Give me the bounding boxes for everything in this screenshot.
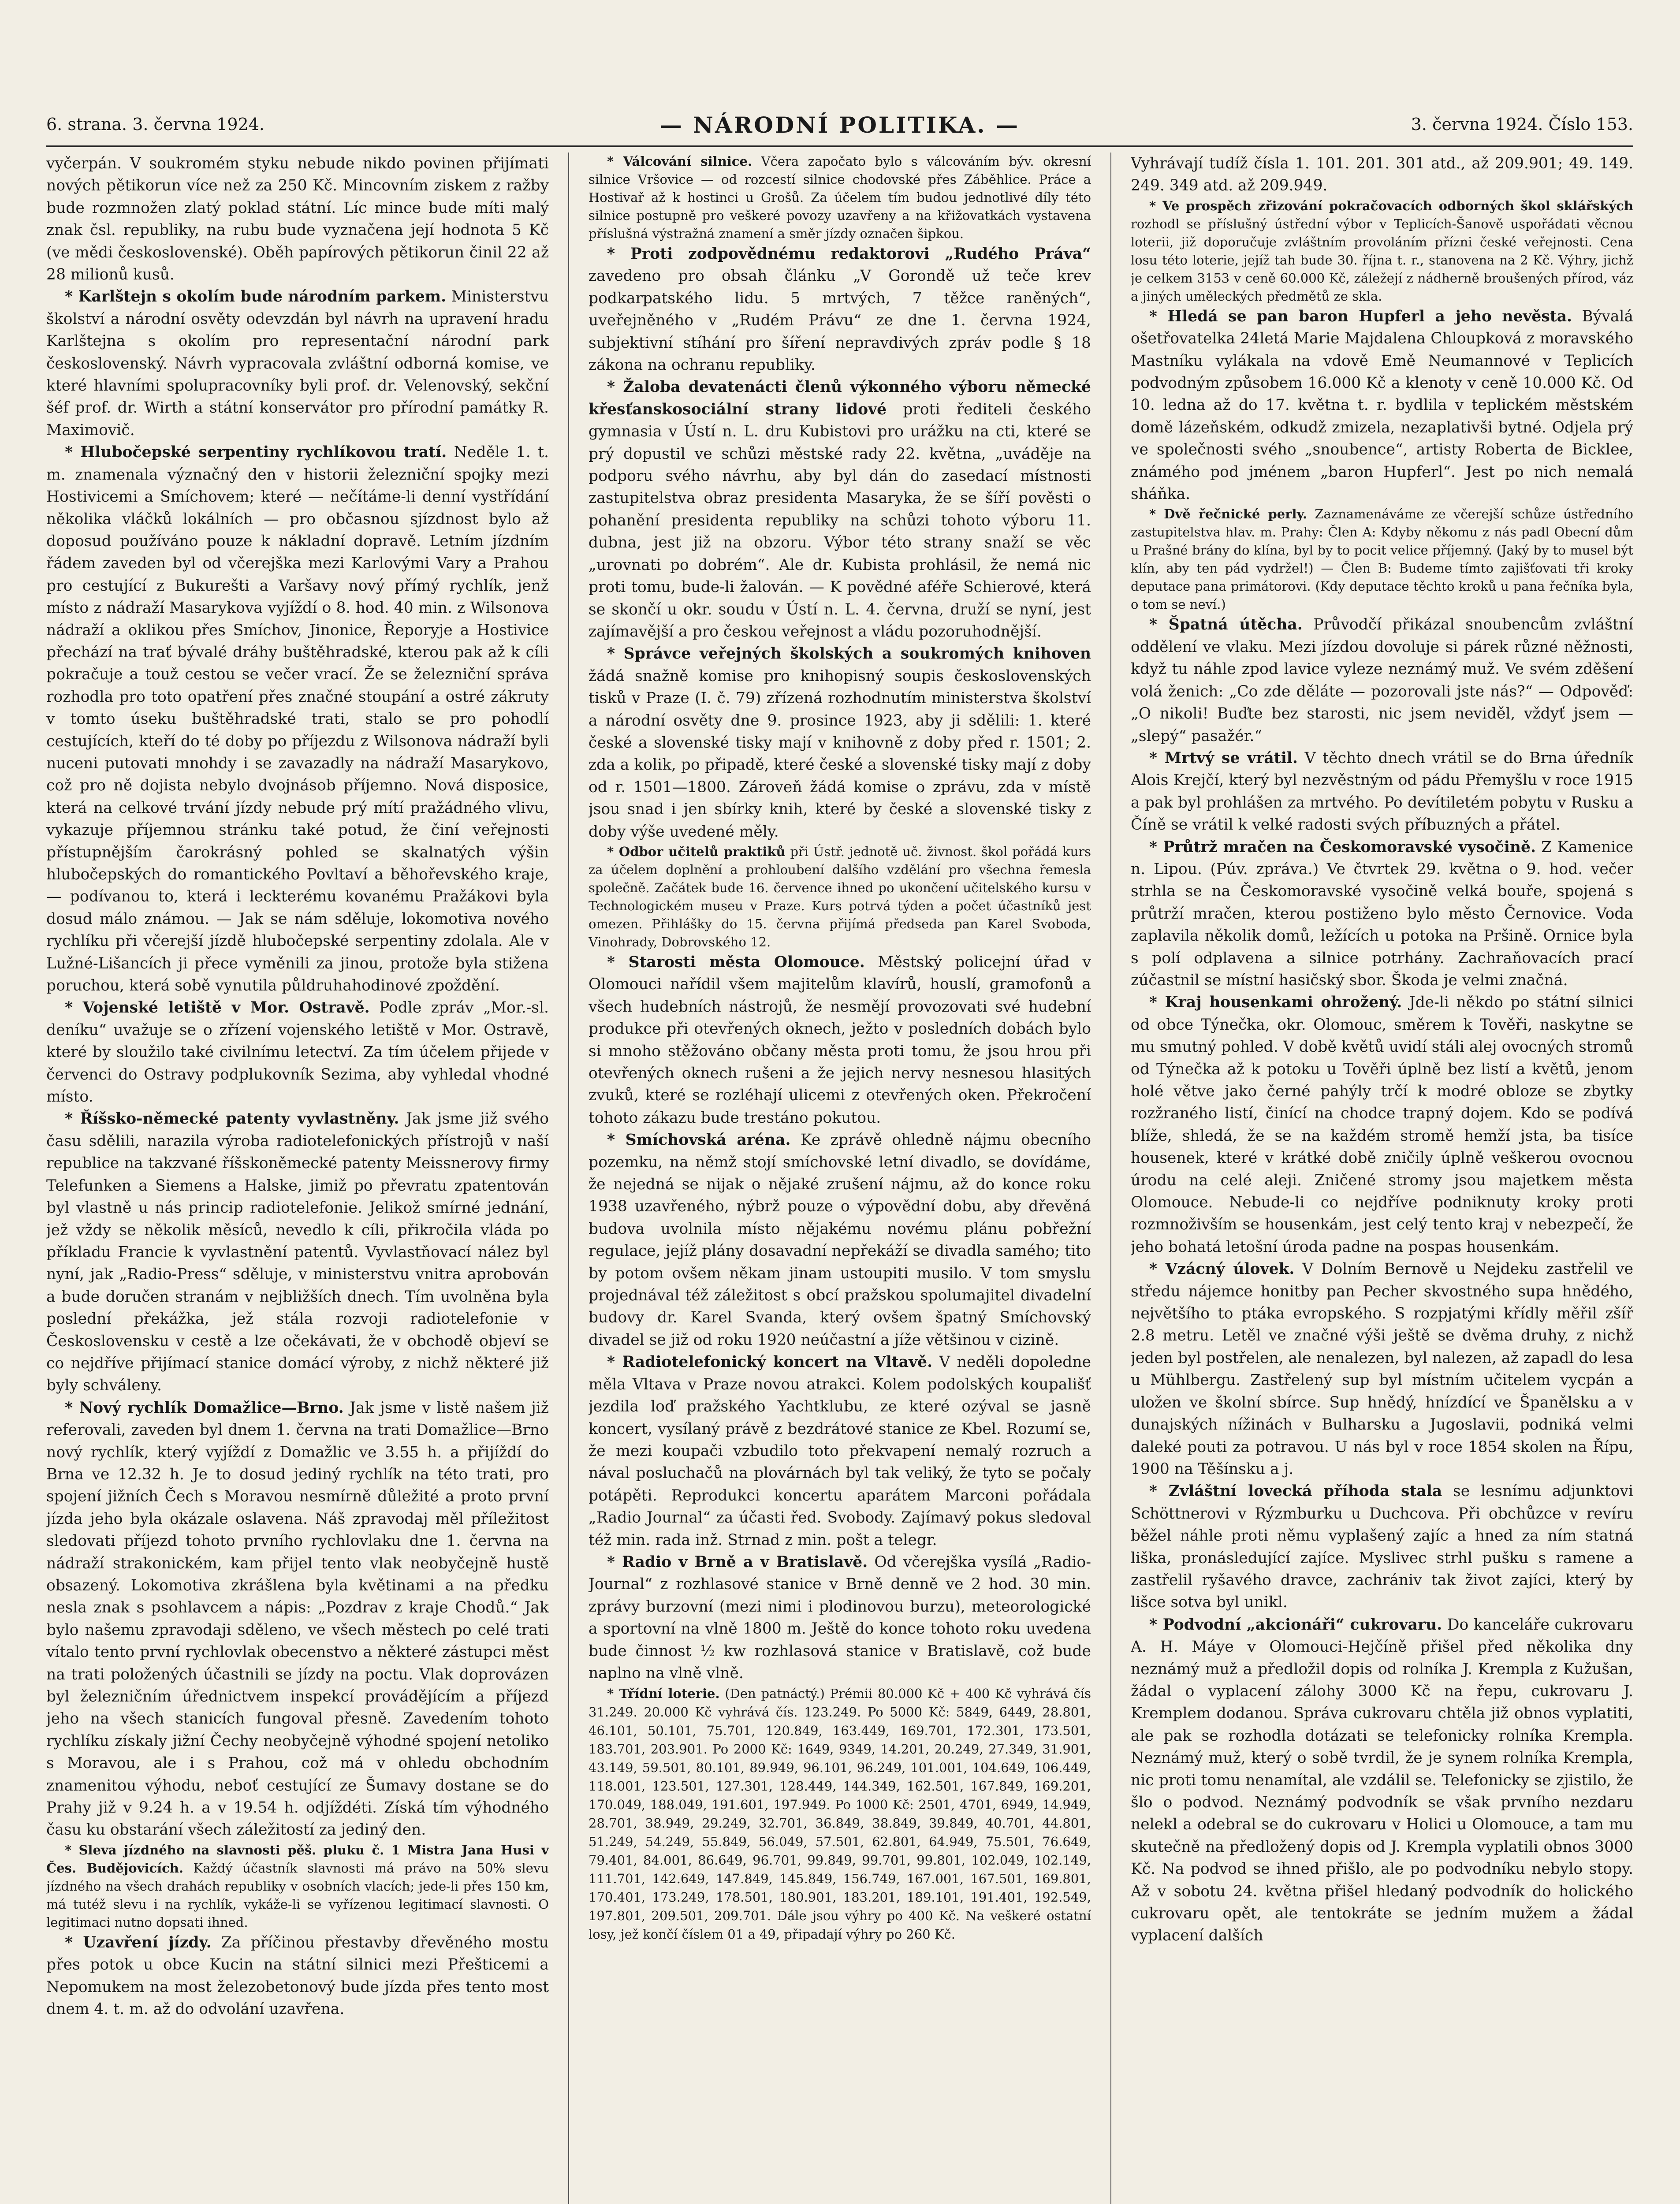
article-headline: * Hlubočepské serpentiny rychlíkovou tratí.	[65, 443, 447, 462]
article-body: Ke zprávě ohledně nájmu obecního pozemku, na němž stojí smíchovské letní divadlo, se dovídáme, že nejedná se nijak o nějaké zrušení nájmu, až do konce roku 1938 uzavřeného, nýbrž pouze o výpovědní dobu, aby dřevěná budova uvolnila místo nějakému novému plánu pobřežní regulace, jejíž plány dosavadní nepřekáží se divadla samého; tito by potom ovšem někam jinam ustoupiti musilo. V tom smyslu projednával též záležitost s obcí pražskou spolumajitel divadelní budovy dr. Karel Svanda, který ovšem špatný Smíchovský divadel se již od roku 1920 neúčastní a jíže většinou v cizině.	[589, 1131, 1091, 1349]
article-body: Průvodčí přikázal snoubencům zvláštní oddělení ve vlaku. Mezi jízdou dovoluje si párek různé něžnosti, když tu náhle zpod lavice vyleze neznámý muž. Ve svém zděšení volá ženich: „Co zde děláte — pozorovali jste nás?“ — Odpověď: „O nikoli! Buďte bez starosti, nic jsem neviděl, vždyť jsem — „slepý“ pasažér.“	[1131, 616, 1633, 745]
article-headline: * Mrtvý se vrátil.	[1149, 749, 1298, 767]
article-headline: * Kraj housenkami ohrožený.	[1149, 994, 1402, 1012]
article	[589, 1551, 1091, 1684]
article-headline: * Říšsko-německé patenty vyvlastněny.	[65, 1110, 399, 1128]
article	[1131, 614, 1633, 747]
article-body: Do kanceláře cukrovaru A. H. Máye v Olomouci-Hejčíně přišel před několika dny neznámý muž a předložil dopis od rolníka J. Krempla z Kužušan, žádal o vyplacení zálohy 3000 Kč na řepu, cukrovaru J. Kremplem dodanou. Správa cukrovaru chtěla již obnos vyplatiti, ale pak se rozhodla dotázati se telefonicky rolníka Krempla. Neznámý muž, který o sobě tvrdil, že je synem rolníka Krempla, nic proti tomu nenamítal, ale vzdálil se. Telefonicky se zjistilo, že šlo o podvod. Neznámý podvodník se však prvního nezdaru nelekl a odebral se do cukrovaru v Holici u Olomouce, a tam mu skutečně na předložený dopis od J. Krempla vyplatili obnos 3000 Kč. Na podvod se ihned přišlo, ale po podvodníku nebylo stopy. Až v sobotu 24. května přišel hledaný podvodník do holického cukrovaru opět, ale tentokráte se jedním mužem a žádal vyplacení dalších	[1131, 1616, 1633, 1945]
article-body: V Dolním Bernově u Nejdeku zastřelil ve středu nájemce honitby pan Pecher skvostného supa hnědého, největšího to ptáka evropského. S rozpjatými křídly měřil zšíř 2.8 metru. Letěl ve značné výši ještě se dvěma druhy, z nichž jeden byl postřelen, ale nenalezen, byl nalezen, až zapadl do lesa u Mühlbergu. Zastřelený sup byl místním učitelem vycpán a uložen ve školní sbírce. Sup hnědý, hnízdící ve Španělsku a v dunajských nížinách v Bulharsku a Jugoslavii, podniká velmi daleké pouti za potravou. U nás byl v roce 1854 skolen na Řípu, 1900 na Těšínsku a j.	[1131, 1260, 1633, 1478]
article-body: Každý účastník slavnosti má právo na 50% slevu jízdného na všech drahách republiky v osobních vlacích; jede-li přes 150 km, má tutéž slevu i na rychlík, vykáže-li se vyřízenou legitimací slavnosti. O legitimaci nutno dopsati ihned.	[46, 1860, 549, 1930]
article	[46, 1841, 549, 1932]
article-body: rozhodl se příslušný ústřední výbor v Teplicích-Šanově uspořádati věcnou loterii, již doporučuje zvláštním provoláním přízni české veřejnosti. Cena losu této loterie, jejíž tah bude 30. října t. r., stanovena na 2 Kč. Výhry, jichž je celkem 3153 v ceně 60.000 Kč, záležejí z nádherně broušených přírod, váz a jiných uměleckých předmětů ze skla.	[1131, 216, 1633, 304]
article	[589, 951, 1091, 1129]
article-headline: * Válcování silnice.	[607, 154, 752, 169]
article-headline: * Ve prospěch zřizování pokračovacích odborných škol sklářských	[1149, 198, 1633, 213]
article-headline: * Karlštejn s okolím bude národním parkem.	[65, 288, 447, 306]
article	[46, 286, 549, 441]
article-body: Za příčinou přestavby dřevěného mostu přes potok u obce Kucin na státní silnici mezi Přešticemi a Nepomukem na most železobetonový bude jízda přes tento most dnem 4. t. m. až do odvolání uzavřena.	[46, 1933, 549, 2018]
article-body: Jak jsme v listě našem již referovali, zaveden byl dnem 1. června na trati Domažlice—Brno nový rychlík, který vyjíždí z Domažlic ve 3.55 h. a přijíždí do Brna ve 12.32 h. Je to dosud jediný rychlík na této trati, pro spojení jižních Čech s Moravou nesmírně důležité a proto první jízda jeho byla okázale oslavena. Náš zpravodaj měl příležitost sledovati příjezd tohoto prvního rychlovlaku dne 1. června na nádraží strakonickém, kam přijel tento vlak neobyčejně hustě obsazený. Lokomotiva zkrášlena byla květinami a na předku nesla znak s psohlavcem a nápis: „Pozdrav z kraje Chodů.“ Jak bylo našemu zpravodaji sděleno, ve všech městech po celé trati vítalo tento první rychlovlak obecenstvo a některé zástupci měst na trati položených účastnili se jízdy na poctu. Vlak doprovázen byl železničním úřednictvem inspekcí provádějícím a příjezd jeho na všech stanicích fungoval přesně. Zavedením tohoto rychlíku získaly jižní Čechy neobyčejně výhodné spojení netoliko s Moravou, ale i s Prahou, což má v ohledu obchodním znamenitou výhodu, neboť cestující ze Šumavy dostane se do Prahy již v 9.24 h. a v 19.54 h. odjíždéti. Získá tím výhodného času ku obstarání všech záležitostí za jediný den.	[46, 1399, 549, 1839]
column-3	[1131, 153, 1633, 2204]
article-body: Zaznamenáváme ze včerejší schůze ústředního zastupitelstva hlav. m. Prahy: Člen A: Kdyby někomu z nás padl Obecní dům u Prašné brány do klína, byl by to pocit velice příjemný. (Jaký by to musel být klín, aby ten pád vydržel!) — Člen B: Budeme tímto zajišťovati tři kroky deputace pana primátorovi. (Kdy deputace těchto kroků u pana řečníka byla, o tom se neví.)	[1131, 506, 1633, 612]
article-body: (Den patnáctý.) Prémii 80.000 Kč + 400 Kč vyhrává čís 31.249. 20.000 Kč vyhrává čís. 123.249. Po 5000 Kč: 5849, 6449, 28.801, 46.101, 50.101, 75.701, 120.849, 163.449, 169.701, 172.301, 173.501, 183.701, 203.901. Po 2000 Kč: 1649, 9349, 14.201, 20.249, 27.349, 31.901, 43.149, 59.501, 80.101, 89.949, 96.101, 96.249, 101.001, 104.649, 106.449, 118.001, 123.501, 127.301, 128.449, 144.349, 162.501, 167.849, 169.201, 170.049, 188.049, 191.601, 197.949. Po 1000 Kč: 2501, 4701, 6949, 14.949, 28.701, 38.949, 29.249, 32.701, 36.849, 38.849, 39.849, 40.701, 44.801, 51.249, 54.249, 55.849, 56.049, 57.501, 62.801, 64.949, 75.501, 76.649, 79.401, 84.001, 86.649, 96.701, 99.849, 99.701, 99.801, 102.049, 102.149, 111.701, 142.649, 147.849, 145.849, 156.749, 167.001, 167.501, 169.801, 170.401, 173.249, 178.501, 180.901, 183.201, 189.101, 191.401, 192.549, 197.801, 209.501, 209.701. Dále jsou výhry po 400 Kč. Na veškeré ostatní losy, jež končí číslem 01 a 49, připadají výhry po 260 Kč.	[589, 1686, 1091, 1942]
article-headline: * Radio v Brně a v Bratislavě.	[607, 1553, 868, 1571]
article	[589, 376, 1091, 643]
article	[1131, 1258, 1633, 1480]
article-headline: * Vzácný úlovek.	[1149, 1260, 1295, 1278]
article	[46, 441, 549, 997]
column-2	[589, 153, 1091, 2204]
article	[46, 153, 549, 286]
article-headline: * Průtrž mračen na Českomoravské vysočině.	[1149, 838, 1536, 856]
article	[46, 1397, 549, 1841]
article	[589, 1129, 1091, 1351]
article	[1131, 747, 1633, 836]
article-body: V neděli dopoledne měla Vltava v Praze novou atrakci. Kolem podolských koupališť jezdila loď pražského Yachtklubu, ze které ozýval se jasně koncert, vysílaný právě z bezdrátové stanice ze Kbel. Rozumí se, že mezi koupači vzbudilo toto překvapení nemalý rozruch a nával posluchačů na plovárnách byl tak veliký, že tyto se počaly potápěti. Reprodukci koncertu aparátem Marconi pořádala „Radio Journal“ za účasti řed. Svobody. Zajímavý pokus sledoval též min. rada inž. Strnad z min. pošt a telegr.	[589, 1353, 1091, 1549]
article	[1131, 505, 1633, 614]
article	[46, 997, 549, 1108]
article-headline: * Zvláštní lovecká příhoda stala	[1149, 1482, 1442, 1500]
article-body: vyčerpán. V soukromém styku nebude nikdo povinen přijímati nových pětikorun více než za 250 Kč. Mincovním ziskem z ražby bude rozmnožen zlatý poklad státní. Líc mince bude míti malý znak čsl. republiky, na rubu bude vyznačena její hodnota 5 Kč (ve mědi československé). Oběh papírových pětikorun činil 22 až 28 milionů kusů.	[46, 155, 549, 284]
article-body: se lesnímu adjunktovi Schöttnerovi v Rýzmburku u Duchcova. Při obchůzce v revíru běžel náhle proti němu vyplašený zajíc a hned za ním statná liška, pronásledující zajíce. Myslivec strhl pušku s ramene a zastřelil ryšavého dravce, zachrániv tak život zajíci, který by lišce sotva byl unikl.	[1131, 1482, 1633, 1612]
article	[589, 643, 1091, 843]
article-headline: * Dvě řečnické perly.	[1149, 506, 1307, 522]
article-headline: * Odbor učitelů praktiků	[607, 844, 786, 859]
column-divider	[568, 153, 569, 2204]
column-divider	[1110, 153, 1111, 2204]
article-body: Neděle 1. t. m. znamenala význačný den v historii železniční spojky mezi Hostivicemi a Smíchovem; které — nečítáme-li denní vystřídání několika vláčků lokálních — pro občasnou sjízdnost bylo až doposud používáno pouze k nákladní dopravě. Letním jízdním řádem zaveden byl od včerejška mezi Karlovými Vary a Prahou pro cestující z Bukurešti a Varšavy nový přímý rychlík, jenž místo z nádraží Masarykova vyjíždí o 8. hod. 40 min. z Wilsonova nádraží a oklikou přes Smíchov, Jinonice, Řeporyje a Hostivice přechází na trať bývalé dráhy buštěhradské, kterou pak až k cíli pokračuje a touž cestou se večer vrací. Že se železniční správa rozhodla pro toto opatření přes značné stoupání a ostré zákruty v tomto úseku buštěhradské trati, stalo se pro pohodlí cestujících, kteří do té doby po příjezdu z Wilsonova nádraží byli nuceni putovati mnohdy i se zavazadly na nádraží Masarykovo, což pro ně dojista nebylo dvojnásob příjemno. Nová disposice, která na celkové trvání jízdy nebude prý mítí pražádného vlivu, vykazuje příjemnou stránku také potud, že činí veřejnosti přístupnějším čarokrásný pohled se skalnatých výšin hlubočepských do romantického Povltaví a běhořevského kraje, — podívanou to, která i leckterému kovanému Pražákovi byla dosud málo známou. — Jak se nám sděluje, lokomotiva nového rychlíku při včerejší jízdě hlubočepské serpentiny zdolala. Ale v Lužné-Lišancích ji přece vyměnili za jinou, protože byla stižena poruchou, která sobě vynutila půldruhahodinové zpoždění.	[46, 443, 549, 995]
article	[1131, 153, 1633, 197]
header-page-date: 6. strana. 3. června 1924.	[46, 115, 264, 134]
article-body: Jak jsme již svého času sdělili, narazila výroba radiotelefonických přístrojů v naší republice na takzvané říšskoněmecké patenty Meissnerovy firmy Telefunken a Siemens a Halske, jimiž po převratu zpatentován byl vlastně u nás princip radiotelefonie. Jelikož smírné jednání, jež vždy se několik měsíců, nevedlo k cíli, přikročila vláda po příkladu Francie k vyvlastnění patentů. Vyvlastňovací nález byl nyní, jak „Radio-Press“ sděluje, v ministerstvu vnitra aprobován a bude doručen stranám v nejbližších dnech. Tím uvolněna byla poslední překážka, jež stála rozvoji radiotelefonie v Československu v cestě a lze očekávati, že v obchodě objeví se co nejdříve přijímací stanice domácí výroby, z nichž některé již byly schváleny.	[46, 1110, 549, 1395]
article-body: Jde-li někdo po státní silnici od obce Týnečka, okr. Olomouc, směrem k Tověři, naskytne se mu smutný pohled. V době květů uvidí stáli alej ovocných stromů od Týnečka až k potoku u Tověři úplně bez listí a květů, jenom holé větve jako černé pahýly trčí k modré obloze se zbytky rozžraného listí, činící na chodce trapný dojem. Kdo se podívá blíže, shledá, že se na každém stromě hemží jsta, ba tisíce housenek, které v krátké době zničily úplně veškerou ovocnou úrodu na celé aleji. Zničené stromy jsou majetkem města Olomouce. Nebude-li co nejdříve podniknuty kroky proti rozmnoživším se housenkám, jest celý tento kraj v nebezpečí, že jeho bohatá letošní úroda padne na pospas housenkám.	[1131, 994, 1633, 1256]
article-body: V těchto dnech vrátil se do Brna úředník Alois Krejčí, který byl nezvěstným od pádu Přemyšlu v roce 1915 a pak byl prohlášen za mrtvého. Po devítiletém pobytu v Rusku a Číně se vrátil k velké radosti svých příbuzných a přátel.	[1131, 749, 1633, 834]
article-body: Vyhrávají tudíž čísla 1. 101. 201. 301 atd., až 209.901; 49. 149. 249. 349 atd. až 209.949.	[1131, 155, 1633, 195]
article	[46, 1932, 549, 2021]
article-headline: * Nový rychlík Domažlice—Brno.	[65, 1399, 344, 1417]
article-headline: * Uzavření jízdy.	[65, 1933, 212, 1951]
newspaper-title: — NÁRODNÍ POLITIKA. —	[659, 112, 1020, 138]
article-body: při Ústř. jednotě uč. živnost. škol pořádá kurs za účelem doplnění a prohloubení dalšího vzdělání pro všechna řemesla společně. Začátek bude 16. července ihned po ukončení učitelského kursu v Technologickém museu v Praze. Kurs potrvá týden a počet účastníků jest omezen. Přihlášky do 15. června přijímá předseda pan Karel Svoboda, Vinohrady, Dobrovského 12.	[589, 844, 1091, 949]
article-body: Včera započato bylo s válcováním býv. okresní silnice Vršovice — od rozcestí silnice chodovské přes Záběhlice. Práce a Hostivař až k hostinci u Grošů. Za účelem tím budou jednotlivé díly této silnice postupně pro veškeré povozy uzavřeny a na křižovatkách vystavena příslušná výstražná znamení a směr jízdy označen šipkou.	[589, 154, 1091, 241]
article-headline: * Hledá se pan baron Hupferl a jeho nevěsta.	[1149, 307, 1572, 325]
page-header	[46, 110, 1633, 147]
article-headline: * Správce veřejných školských a soukromých knihoven	[607, 645, 1091, 663]
article-body: Městský policejní úřad v Olomouci nařídil všem majitelům klavírů, houslí, gramofonů a všech hudebních nástrojů, že nesmějí provozovati své hudební produkce při otevřených oknech, ježto v posledních dobách bylo si mnoho stěžováno občany města proti tomu, že jsou hrou při otevřených oknech rušeni a že jejich nervy nesnesou hlasitých zvuků, které se rozléhají ulicemi z otevřených oken. Překročení tohoto zákazu bude trestáno pokutou.	[589, 953, 1091, 1127]
article-headline: * Vojenské letiště v Mor. Ostravě.	[65, 999, 370, 1017]
article-headline: * Sleva jízdného na slavnosti pěš. pluku č. 1 Mistra Jana Husi v Čes. Budějovicích.	[46, 1842, 549, 1876]
article	[589, 1684, 1091, 1943]
newspaper-page	[46, 110, 1633, 2204]
article	[589, 153, 1091, 243]
article-body: Ministerstvu školství a národní osvěty odevzdán byl návrh na upravení hradu Karlštejna s okolím pro representační národní park československý. Návrh vypracovala zvláštní odborná komise, ve které hlavními spolupracovníky byli prof. dr. Velenovský, sekční šéf prof. dr. Wirth a státní konservátor pro přírodní památky R. Maximovič.	[46, 288, 549, 439]
article-body: žádá snažně komise pro knihopisný soupis československých tisků v Praze (I. č. 79) zřízená rozhodnutím ministerstva školství a národní osvěty dne 9. prosince 1923, aby ji sdělili: 1. které české a slovenské tisky mají v knihovně z doby před r. 1501; 2. zda a kolik, po připadě, které české a slovenské tisky mají z doby od r. 1501—1800. Zároveň žádá komise o zprávu, zda v místě jsou snad i jen sbírky knih, které by české a slovenské tisky z doby výše uvedené měly.	[589, 667, 1091, 841]
article-headline: * Třídní loterie.	[607, 1686, 720, 1701]
article	[1131, 1614, 1633, 1947]
article	[46, 1108, 549, 1396]
article-headline: * Radiotelefonický koncert na Vltavě.	[607, 1353, 933, 1371]
article	[1131, 836, 1633, 992]
article	[1131, 991, 1633, 1258]
article-body: Od včerejška vysílá „Radio-Journal“ z rozhlasové stanice v Brně denně ve 2 hod. 30 min. zprávy burzovní (mezi nimi i plodinovou burzu), meteorologické a sportovní na vlně 1800 m. Ještě do konce tohoto roku uvedena bude činnost ½ kw rozhlasová stanice v Bratislavě, což bude naplno na vlně vlně.	[589, 1553, 1091, 1682]
article	[589, 843, 1091, 951]
article	[1131, 197, 1633, 305]
article-headline: * Proti zodpovědnému redaktorovi „Rudého Práva“	[607, 245, 1091, 263]
article	[1131, 1480, 1633, 1613]
article-headline: * Smíchovská aréna.	[607, 1131, 791, 1149]
article-body: proti řediteli českého gymnasia v Ústí n. L. dru Kubistovi pro urážku na cti, které se prý dopustil ve schůzi městské rady 22. května, „uváděje na podporu svého návrhu, aby byl dán do zasedací místnosti zastupitelstva obraz presidenta Masaryka, že se šíří pověsti o pohanění presidenta republiky na schůzi tohoto výboru 11. dubna, jest již na obzoru. Výbor této strany snaží se věc „urovnati po dobrém“. Ale dr. Kubista prohlásil, že nemá nic proti tomu, bude-li žalován. — K povědné aféře Schierové, která se skončí u okr. soudu v Ústí n. L. 4. června, druží se nyní, jest zajímavější a pro českou veřejnost a vládu pozoruhodnější.	[589, 400, 1091, 640]
article	[589, 1351, 1091, 1551]
article-body: Z Kamenice n. Lipou. (Púv. zpráva.) Ve čtvrtek 29. května o 9. hod. večer strhla se na Českomoravské vysočině velká bouře, spojená s průtrží mračen, kterou postiženo bylo město Černovice. Voda zaplavila několik domů, ležících u potoka na Pršině. Ornice byla s polí odplavena a silnice potrhány. Zachraňovacích prací zúčastnil se místní hasičský sbor. Škoda je velmi značná.	[1131, 838, 1633, 989]
article-headline: * Žaloba devatenácti členů výkonného výboru německé křesťanskosociální strany lidové	[589, 378, 1091, 418]
article-body: zavedeno pro obsah článku „V Gorondě už teče krev podkarpatského lidu. 5 mrtvých, 7 těžce raněných“, uveřejněného v „Rudém Právu“ ze dne 1. června 1924, subjektivní stíhání pro šíření nepravdivých zpráv podle § 18 zákona na ochranu republiky.	[589, 267, 1091, 374]
header-issue-number: 3. června 1924. Číslo 153.	[1411, 115, 1633, 134]
article-body: Podle zpráv „Mor.-sl. deníku“ uvažuje se o zřízení vojenského letiště v Mor. Ostravě, které by sloužilo také civilnímu letectví. Za tím účelem přijede v červenci do Ostravy podplukovník Sezima, aby vyhledal vhodné místo.	[46, 999, 549, 1106]
article-headline: * Podvodní „akcionáři“ cukrovaru.	[1149, 1616, 1442, 1634]
article	[589, 243, 1091, 376]
column-1	[46, 153, 549, 2204]
article-headline: * Starosti města Olomouce.	[607, 953, 865, 971]
article	[1131, 305, 1633, 506]
article-headline: * Špatná útěcha.	[1149, 616, 1303, 634]
article-body: Bývalá ošetřovatelka 24letá Marie Majdalena Chloupková z moravského Mastníku vylákala na vdově Emě Neumannové v Teplicích podvodným způsobem 16.000 Kč a klenoty v ceně 10.000 Kč. Od 10. ledna až do 17. května t. r. bydlila v teplickém městském domě lázeňském, odkudž zmizela, nezaplativši bytné. Odjela prý ve společnosti svého „snoubence“, artisty Roberta de Bicklee, známého pod jménem „baron Hupferl“. Jest po nich nemalá sháňka.	[1131, 307, 1633, 503]
article-columns	[46, 153, 1633, 2204]
